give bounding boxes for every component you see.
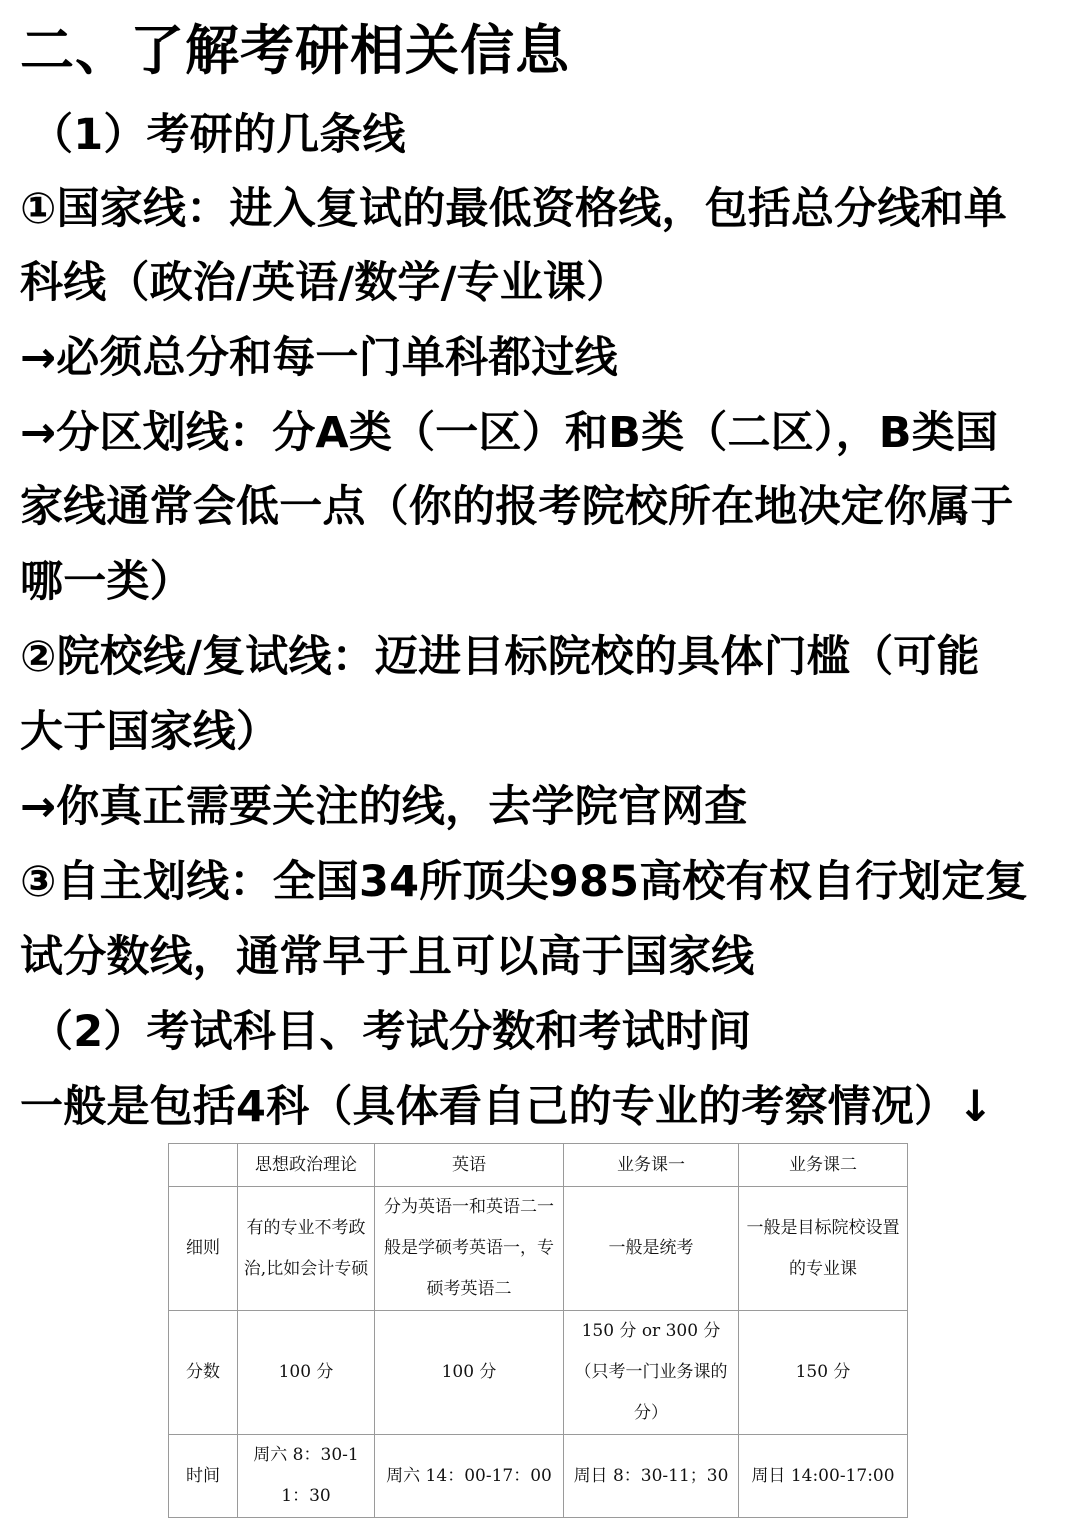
table-header-cell: 业务课二: [739, 1144, 908, 1187]
text-line: 哪一类）: [20, 557, 193, 607]
subsection-heading: （1）考研的几条线: [30, 110, 406, 160]
table-cell: 有的专业不考政治,比如会计专硕: [238, 1187, 375, 1311]
table-row: [169, 1311, 908, 1435]
table-header-cell: 英语: [375, 1144, 564, 1187]
table-cell: 分为英语一和英语二一般是学硕考英语一，专硕考英语二: [375, 1187, 564, 1311]
table-header-cell: [169, 1144, 238, 1187]
table-cell: 一般是目标院校设置的专业课: [739, 1187, 908, 1311]
table-row: [169, 1435, 908, 1518]
table-cell: 周日 14:00-17:00: [739, 1435, 908, 1518]
table-cell: 周日 8：30-11；30: [564, 1435, 739, 1518]
table-cell: 一般是统考: [564, 1187, 739, 1311]
table-row: [169, 1187, 908, 1311]
text-line: 科线（政治/英语/数学/专业课）: [20, 258, 630, 308]
text-line: →分区划线：分A类（一区）和B类（二区），B类国: [20, 408, 999, 458]
table-header-cell: 业务课一: [564, 1144, 739, 1187]
table-cell: 周六 14：00-17：00: [375, 1435, 564, 1518]
table-header-cell: 思想政治理论: [238, 1144, 375, 1187]
table-cell: 100 分: [375, 1311, 564, 1435]
text-line: ③自主划线：全国34所顶尖985高校有权自行划定复: [20, 857, 1029, 907]
text-line: 大于国家线）: [20, 707, 280, 757]
text-line: 家线通常会低一点（你的报考院校所在地决定你属于: [20, 482, 1014, 532]
text-line: ①国家线：进入复试的最低资格线，包括总分线和单: [20, 184, 1008, 234]
text-line: 试分数线，通常早于且可以高于国家线: [20, 932, 755, 982]
text-line: →必须总分和每一门单科都过线: [20, 333, 618, 383]
table-cell: 150 分 or 300 分（只考一门业务课的分）: [564, 1311, 739, 1435]
row-label: 时间: [169, 1435, 238, 1518]
table-header-row: [169, 1144, 908, 1187]
text-line: →你真正需要关注的线，去学院官网查: [20, 782, 748, 832]
exam-subjects-table: [168, 1143, 908, 1518]
table-cell: 100 分: [238, 1311, 375, 1435]
row-label: 分数: [169, 1311, 238, 1435]
text-line: 一般是包括4科（具体看自己的专业的考察情况）↓: [20, 1082, 994, 1132]
section-heading: 二、了解考研相关信息: [20, 19, 570, 82]
table-cell: 周六 8：30-11：30: [238, 1435, 375, 1518]
table-cell: 150 分: [739, 1311, 908, 1435]
subsection-heading: （2）考试科目、考试分数和考试时间: [30, 1007, 752, 1057]
row-label: 细则: [169, 1187, 238, 1311]
text-line: ②院校线/复试线：迈进目标院校的具体门槛（可能: [20, 632, 980, 682]
